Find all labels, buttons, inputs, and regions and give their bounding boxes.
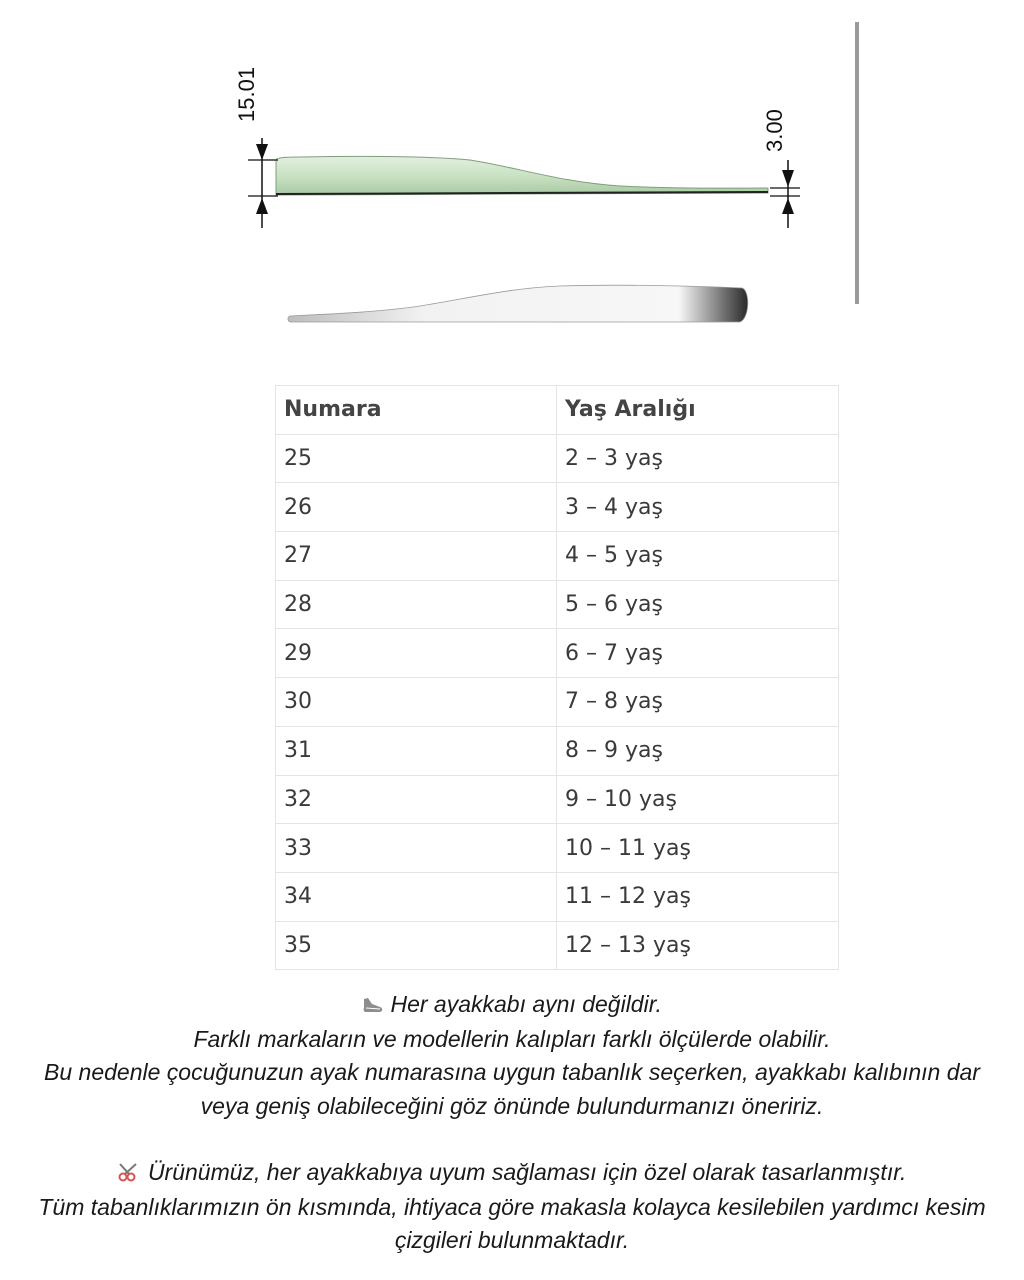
table-row: [276, 921, 839, 970]
insole-side-grey: [288, 285, 748, 322]
cell-age-range: 8 – 9 yaş: [557, 726, 839, 775]
shoe-note-line-3: Bu nedenle çocuğunuzun ayak numarasına uygun tabanlık seçerken, ayakkabı kalıbının dar: [44, 1059, 980, 1085]
cell-age-range: 3 – 4 yaş: [557, 483, 839, 532]
table-row: [276, 678, 839, 727]
header-age-range: Yaş Aralığı: [557, 386, 839, 435]
cell-age-range: 11 – 12 yaş: [557, 872, 839, 921]
table-row: [276, 872, 839, 921]
shoe-note-line-2: Farklı markaların ve modellerin kalıpları farklı ölçülerde olabilir.: [193, 1025, 831, 1052]
table-row: [276, 775, 839, 824]
info-notes: [0, 988, 1024, 1258]
cell-size: 35: [276, 921, 557, 970]
table-row: [276, 824, 839, 873]
cell-size: 25: [276, 434, 557, 483]
cut-note-line-1: [0, 1156, 1024, 1191]
heel-height-label: 15.01: [234, 66, 259, 122]
shoe-note-line-1: [0, 988, 1024, 1023]
insole-side-green: [276, 156, 768, 195]
cell-size: 30: [276, 678, 557, 727]
toe-dim-arrow-bottom: [782, 198, 794, 214]
table-row: [276, 434, 839, 483]
table-row: [276, 483, 839, 532]
cell-size: 26: [276, 483, 557, 532]
notes-spacer: [0, 1123, 1024, 1156]
cut-note-text: Ürünümüz, her ayakkabıya uyum sağlaması için özel olarak tasarlanmıştır.: [147, 1159, 907, 1185]
cell-size: 27: [276, 532, 557, 581]
cell-age-range: 12 – 13 yaş: [557, 921, 839, 970]
cell-age-range: 4 – 5 yaş: [557, 532, 839, 581]
cell-size: 32: [276, 775, 557, 824]
header-size: Numara: [276, 386, 557, 435]
cut-note-line-3: çizgileri bulunmaktadır.: [394, 1227, 630, 1253]
insole-diagram: [0, 0, 1024, 360]
cell-age-range: 5 – 6 yaş: [557, 580, 839, 629]
shoe-note-line-4: veya geniş olabileceğini göz önünde bulundurmanızı öneririz.: [200, 1092, 824, 1119]
cell-age-range: 10 – 11 yaş: [557, 824, 839, 873]
heel-dim-arrow-bottom: [256, 198, 268, 214]
toe-height-label: 3.00: [762, 109, 787, 152]
size-age-table: [275, 385, 839, 970]
shoe-note-text: Her ayakkabı aynı değildir.: [390, 991, 662, 1017]
cell-size: 28: [276, 580, 557, 629]
cell-size: 33: [276, 824, 557, 873]
shoe-icon: [362, 993, 390, 1017]
heel-dim-arrow-top: [256, 144, 268, 160]
cut-note-line-2: Tüm tabanlıklarımızın ön kısmında, ihtiyaca göre makasla kolayca kesilebilen yardımcı kesim: [38, 1193, 986, 1220]
cell-size: 34: [276, 872, 557, 921]
table-header-row: [276, 386, 839, 435]
cell-size: 29: [276, 629, 557, 678]
table-row: [276, 629, 839, 678]
cell-age-range: 9 – 10 yaş: [557, 775, 839, 824]
cell-size: 31: [276, 726, 557, 775]
scissors-icon: [118, 1161, 148, 1185]
divider-line: [855, 22, 859, 304]
table-row: [276, 726, 839, 775]
table-row: [276, 532, 839, 581]
insole-profile-drawing: [0, 0, 1024, 360]
cell-age-range: 2 – 3 yaş: [557, 434, 839, 483]
cell-age-range: 7 – 8 yaş: [557, 678, 839, 727]
cell-age-range: 6 – 7 yaş: [557, 629, 839, 678]
toe-dim-arrow-top: [782, 170, 794, 187]
table-row: [276, 580, 839, 629]
